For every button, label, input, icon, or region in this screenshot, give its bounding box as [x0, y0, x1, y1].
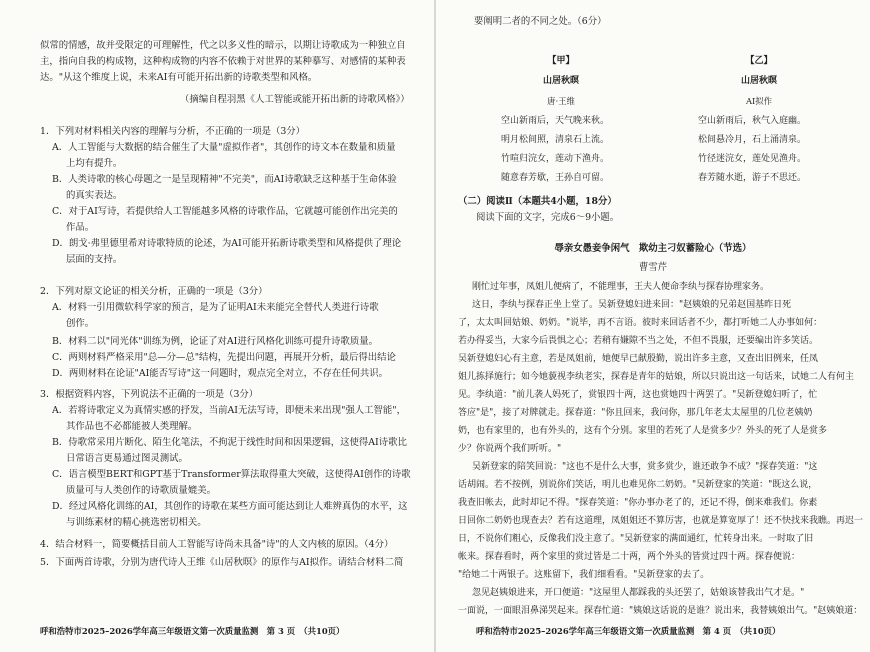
- poem-line: 竹径迷浣女，莲处见渔舟。: [698, 154, 807, 164]
- left-text-line: 日常语言更易通过图灵测试。: [66, 453, 188, 464]
- left-text-line: 3．根据资料内容，下列说法不正确的一项是（3分）: [40, 389, 259, 400]
- poem-b-author: AI拟作: [745, 96, 773, 106]
- story-line: 答应"是"，接了对牌就走。探春道："你且回来，我问你，那几年老太太屋里的几位老姨奶: [458, 408, 813, 418]
- left-text-line: 1．下列对材料相关内容的理解与分析，不正确的一项是（3分）: [40, 126, 306, 137]
- left-text-line: 作品。: [66, 222, 95, 233]
- story-author: 曹雪芹: [638, 262, 668, 273]
- left-text-line: 层面的支持。: [66, 254, 123, 265]
- poem-b-title: 山居秋暝: [740, 76, 777, 86]
- story-line: 刚忙过年事，凤姐儿便病了，不能理事，王夫人便命李纨与探春协理家务。: [472, 282, 770, 292]
- poem-line: 春芳随水逝，游子不思还。: [698, 173, 807, 183]
- story-line: 这日，李纨与探春正坐上堂了。吴新登媳妇进来回："赵姨娘的兄弟赵国基昨日死: [472, 300, 792, 310]
- poem-b-tag: 【乙】: [745, 56, 773, 66]
- left-text-line: 主，指向自我的构成物，这种构成物的内容不依赖于对世界的某种摹写、对感情的某种表: [40, 56, 406, 67]
- left-text-line: D．朗戈·弗里德里希对诗歌特质的论述，为AI可能开拓新诗歌类型和风格提供了理论: [52, 238, 402, 249]
- poem-line: 空山新雨后，秋气入庭幽。: [698, 116, 807, 126]
- story-line: 日，不说你们粗心，反像我们没主意了。"吴新登家的满面通红，忙转身出来。一时取了旧: [458, 534, 814, 544]
- left-text-line: C．对于AI写诗，若提供给人工智能越多风格的诗歌作品，它就越可能创作出完美的: [52, 206, 398, 217]
- poem-a-title: 山居秋暝: [542, 76, 579, 86]
- story-line: 吴新登家的陪笑回说："这也不是什么大事，赏多赏少，谁还敢争不成？"探春笑道："这: [472, 462, 818, 472]
- story-line: 姐儿拣择施行；如今她藐视李纨老实，探春是青年的姑娘，所以只说出这一句话来，试她二人有何主: [458, 372, 855, 382]
- poem-a-tag: 【甲】: [547, 56, 575, 66]
- poem-line: 明月松间照，清泉石上流。: [501, 135, 610, 145]
- story-line: 日回你二奶奶也现查去？若有这道理，凤姐姐还不算厉害，也就是算宽厚了！还不快找来我瞧。再迟一: [458, 516, 864, 526]
- right-footer: 呼和浩特市2025–2026学年高三年级语文第一次质量监测 第 4 页 （共10页）: [476, 626, 781, 636]
- story-line: 帐来。探春看时，两个家里的赏过皆是二十两，两个外头的皆赏过四十两。探春便说：: [458, 552, 801, 562]
- story-line: 一面说，一面眼泪鼻涕哭起来。探春忙道："姨娘这话说的是谁？说出来，我替姨娘出气。"赵姨娘道：: [458, 606, 863, 616]
- left-text-line: C．两则材料严格采用"总—分—总"结构，先提出问题，再展开分析，最后得出结论: [52, 352, 396, 363]
- left-text-line: 与训练素材的精心挑选密切相关。: [66, 517, 207, 528]
- story-line: 了，太太叫回姑娘、奶奶。"说毕，再不言语。彼时来回话者不少，都打听她二人办事如何：: [458, 318, 823, 328]
- poem-line: 空山新雨后，天气晚来秋。: [501, 116, 610, 126]
- left-text-line: 上均有提升。: [66, 158, 123, 169]
- section-heading: （二）阅读Ⅱ（本题共4小题，18分）: [458, 196, 617, 207]
- right-page: [436, 0, 870, 652]
- story-line: 见。李纨道："前儿袭人妈死了，赏银四十两，这也赏她四十两罢了。"吴新登媳妇听了，忙: [458, 390, 818, 400]
- story-line: 少？你说两个我们听听。": [458, 444, 562, 454]
- poem-line: 松间悬冷月，石上涌清泉。: [698, 135, 807, 145]
- left-text-line: A．若将诗歌定义为真情实感的抒发，当前AI无法写诗，即便未来出现"强人工智能"，: [52, 405, 406, 416]
- story-line: 若办得妥当，大家今后畏惧之心；若稍有嫌隙不当之处，不但不畏服，还要编出许多笑话。: [458, 336, 819, 346]
- left-text-line: B．人类诗歌的核心母题之一是呈现精神"不完美"，而AI诗歌缺乏这种基于生命体验: [52, 174, 397, 185]
- poem-line: 随意春芳歇，王孙自可留。: [501, 173, 610, 183]
- left-text-line: B．侍歌常采用片断化、陌生化笔法，不拘泥于线性时间和因果逻辑，这使得AI诗歌比: [52, 437, 407, 448]
- story-line: "给她二十两银子。这账留下，我们细看看。"吴新登家的去了。: [458, 570, 710, 580]
- story-line: 话胡闹。若不按例，别说你们笑话，明儿也难见你二奶奶。"吴新登家的笑道："既这么说，: [458, 480, 818, 490]
- left-text-line: 创作。: [66, 318, 95, 329]
- story-line: 吴新登媳妇心有主意，若是凤姐前，她便早已献殷勤，说出许多主意，又查出旧例来，任凤: [458, 354, 819, 364]
- poem-line: 竹喧归浣女，莲动下渔舟。: [501, 154, 610, 164]
- left-text-line: 4．结合材料一，简要概括目前人工智能写诗尚未具备"诗"的人文内核的原因。（4分）: [40, 539, 394, 550]
- left-text-line: 的真实表达。: [66, 190, 123, 201]
- left-text-line: 其作品也不必都能被人类理解。: [66, 421, 198, 432]
- left-text-line: 5．下面两首诗歌，分别为唐代诗人王维《山居秋暝》的原作与AI拟作。请结合材料二简: [40, 557, 404, 568]
- poem-a-author: 唐·王维: [547, 96, 575, 106]
- left-footer: 呼和浩特市2025–2026学年高三年级语文第一次质量监测 第 3 页 （共10页）: [40, 626, 345, 636]
- story-title: 辱亲女愚妾争闲气 欺幼主刁奴蓄险心（节选）: [554, 243, 752, 254]
- left-text-line: （摘编自程羽黑《人工智能或能开拓出新的诗歌风格》）: [180, 94, 410, 105]
- left-text-line: 质量可与人类创作的诗歌质量媲美。: [66, 485, 217, 496]
- left-text-line: 2．下列对原文论证的相关分析，正确的一项是（3分）: [40, 286, 268, 297]
- left-text-line: C．语言模型BERT和GPT基于Transformer算法取得重大突破，这使得AI创作的诗歌: [52, 469, 411, 480]
- left-text-line: 达。"从这个维度上说，未来AI有可能开拓出新的诗歌类型和风格。: [40, 72, 318, 83]
- story-line: 忽见赵姨娘进来，开口便道："这屋里人都踩我的头还罢了，姑娘该替我出气才是。": [472, 588, 805, 598]
- left-text-line: A．材料一引用微软科学家的预言，是为了证明AI未来能完全替代人类进行诗歌: [52, 302, 379, 313]
- left-text-line: A．人工智能与大数据的结合催生了大量"虚拟作者"，其创作的诗文本在数量和质量: [52, 142, 396, 153]
- left-text-line: D．两则材料在论证"AI能否写诗"这一问题时，观点完全对立，不存在任何共识。: [52, 368, 388, 379]
- story-line: 奶，也有家里的，也有外头的，这有个分别。家里的若死了人是赏多少？外头的死了人是赏多: [458, 426, 828, 436]
- left-text-line: 似常的情感，故并受限定的可理解性，代之以多义性的暗示，以期让诗歌成为一种独立自: [40, 40, 406, 51]
- reading-instruction: 阅读下面的文字，完成6～9小题。: [476, 212, 620, 223]
- left-text-line: B．材料二以"同光体"训练为例，论证了对AI进行风格化训练可提升诗歌质量。: [52, 336, 378, 347]
- left-text-line: D．经过风格化训练的AI，其创作的诗歌在某些方面可能达到让人难辨真伪的水平，这: [52, 501, 408, 512]
- story-line: 我查旧帐去，此时却记不得。"探春笑道："你办事办老了的，还记不得，倒来难我们。你素: [458, 498, 818, 508]
- q5-continuation: 要阐明二者的不同之处。（6分）: [474, 16, 607, 27]
